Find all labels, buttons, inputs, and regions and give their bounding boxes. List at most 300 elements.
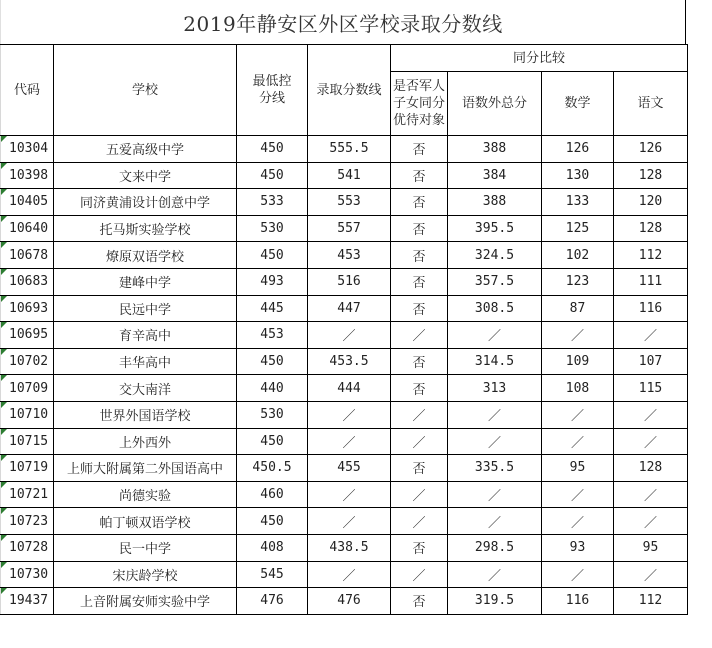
code-cell-value: 10730 (9, 566, 49, 582)
header-school[interactable]: 学校 (54, 45, 237, 136)
math-score-cell-value: 125 (565, 221, 590, 237)
table-body (1, 136, 688, 615)
code-cell[interactable] (1, 189, 54, 216)
admission-line-cell-value: 557 (337, 221, 361, 237)
school-cell-value: 世界外国语学校 (99, 409, 191, 425)
header-math[interactable]: 数学 (542, 72, 614, 136)
code-cell[interactable] (1, 428, 54, 455)
total-score-cell-value: 313 (482, 380, 507, 396)
math-score-cell-value: 116 (565, 593, 590, 609)
admission-line-cell[interactable] (308, 242, 391, 269)
math-score-cell[interactable] (542, 295, 614, 322)
military-priority-cell[interactable] (391, 162, 448, 189)
school-cell-value: 燎原双语学校 (105, 249, 184, 265)
math-score-cell[interactable] (542, 268, 614, 295)
military-priority-cell[interactable] (391, 375, 448, 402)
school-cell[interactable] (54, 428, 237, 455)
total-score-cell-value: 395.5 (474, 221, 515, 237)
code-cell[interactable] (1, 508, 54, 535)
table-row (1, 268, 688, 295)
school-cell[interactable] (54, 162, 237, 189)
min-control-line-cell[interactable] (237, 268, 308, 295)
military-priority-cell[interactable] (391, 455, 448, 482)
chinese-score-cell-value: 95 (642, 540, 659, 556)
chinese-score-cell[interactable] (614, 561, 688, 588)
code-cell-value: 10640 (9, 221, 49, 237)
admission-line-cell-value: 455 (337, 460, 361, 476)
chinese-score-cell-value: 126 (638, 141, 663, 157)
chinese-score-cell[interactable] (614, 508, 688, 535)
admission-line-cell-value: 555.5 (329, 141, 369, 157)
math-score-cell-value: ／ (570, 568, 584, 584)
school-cell-value: 文来中学 (118, 169, 171, 185)
code-cell-value: 10723 (9, 513, 49, 529)
total-score-cell[interactable] (448, 455, 542, 482)
math-score-cell[interactable] (542, 136, 614, 163)
min-control-line-cell-value: 450 (260, 354, 284, 370)
chinese-score-cell[interactable] (614, 189, 688, 216)
green-triangle-indicator-icon (1, 562, 7, 568)
admission-line-cell-value: 516 (337, 274, 361, 290)
military-priority-cell-value: ／ (412, 435, 426, 451)
chinese-score-cell-value: 128 (638, 460, 663, 476)
math-score-cell-value: 109 (565, 354, 590, 370)
table-row (1, 534, 688, 561)
admission-line-cell-value: 541 (337, 167, 361, 183)
min-control-line-cell[interactable] (237, 561, 308, 588)
title-cell[interactable] (0, 0, 686, 45)
school-cell[interactable] (54, 348, 237, 375)
admission-line-cell[interactable] (308, 189, 391, 216)
military-priority-cell-value: ／ (412, 515, 426, 531)
military-priority-cell[interactable] (391, 189, 448, 216)
header-min-control-line[interactable] (237, 45, 308, 136)
chinese-score-cell-value: ／ (644, 515, 658, 531)
code-cell-value: 10728 (9, 540, 49, 556)
military-priority-cell[interactable] (391, 242, 448, 269)
admission-line-cell[interactable] (308, 268, 391, 295)
min-control-line-cell-value: 530 (260, 221, 284, 237)
school-cell[interactable] (54, 242, 237, 269)
min-control-line-cell-value: 545 (260, 566, 284, 582)
min-control-line-cell-value: 450 (260, 167, 284, 183)
table-row (1, 375, 688, 402)
school-cell[interactable] (54, 268, 237, 295)
school-cell-value: 上音附属安师实验中学 (79, 595, 210, 611)
military-priority-cell[interactable] (391, 401, 448, 428)
admission-score-table (0, 44, 688, 615)
total-score-cell[interactable] (448, 561, 542, 588)
green-triangle-indicator-icon (1, 482, 7, 488)
military-priority-cell[interactable] (391, 136, 448, 163)
total-score-cell[interactable] (448, 242, 542, 269)
chinese-score-cell[interactable] (614, 242, 688, 269)
school-cell[interactable] (54, 375, 237, 402)
min-control-line-cell-value: 450.5 (252, 460, 292, 476)
school-cell-value: 托马斯实验学校 (99, 223, 191, 239)
min-control-line-cell[interactable] (237, 401, 308, 428)
admission-line-cell-value: 453 (337, 247, 361, 263)
admission-line-cell[interactable] (308, 295, 391, 322)
min-control-line-cell-value: 460 (260, 487, 284, 503)
table-row (1, 481, 688, 508)
min-control-line-cell[interactable] (237, 428, 308, 455)
math-score-cell-value: 108 (565, 380, 590, 396)
code-cell[interactable] (1, 481, 54, 508)
total-score-cell-value: 388 (482, 194, 507, 210)
code-cell-value: 10719 (9, 460, 49, 476)
school-cell[interactable] (54, 322, 237, 349)
military-priority-cell[interactable] (391, 215, 448, 242)
military-priority-cell-value: 否 (412, 223, 426, 239)
code-cell[interactable] (1, 268, 54, 295)
chinese-score-cell-value: 116 (638, 300, 663, 316)
header-code[interactable]: 代码 (1, 45, 54, 136)
total-score-cell[interactable] (448, 401, 542, 428)
code-cell[interactable] (1, 588, 54, 615)
military-priority-cell-value: ／ (412, 329, 426, 345)
green-triangle-indicator-icon (1, 322, 7, 328)
school-cell[interactable] (54, 401, 237, 428)
code-cell[interactable] (1, 322, 54, 349)
math-score-cell[interactable] (542, 428, 614, 455)
total-score-cell[interactable] (448, 428, 542, 455)
math-score-cell-value: 123 (565, 274, 590, 290)
admission-line-cell[interactable] (308, 215, 391, 242)
school-cell[interactable] (54, 136, 237, 163)
code-cell[interactable] (1, 162, 54, 189)
min-control-line-cell-value: 476 (260, 593, 284, 609)
green-triangle-indicator-icon (1, 349, 7, 355)
military-priority-cell[interactable] (391, 322, 448, 349)
admission-line-cell-value: ／ (342, 568, 356, 584)
chinese-score-cell[interactable] (614, 268, 688, 295)
min-control-line-cell[interactable] (237, 162, 308, 189)
admission-line-cell[interactable] (308, 534, 391, 561)
school-cell[interactable] (54, 295, 237, 322)
school-cell-value: 交大南洋 (118, 382, 171, 398)
school-cell[interactable] (54, 189, 237, 216)
admission-line-cell-value: ／ (342, 489, 356, 505)
military-priority-cell[interactable] (391, 348, 448, 375)
green-triangle-indicator-icon (1, 535, 7, 541)
total-score-cell[interactable] (448, 162, 542, 189)
total-score-cell-value: ／ (487, 329, 501, 345)
green-triangle-indicator-icon (1, 296, 7, 302)
code-cell[interactable] (1, 215, 54, 242)
header-military-priority[interactable] (391, 72, 448, 136)
chinese-score-cell[interactable] (614, 588, 688, 615)
total-score-cell-value: 319.5 (474, 593, 515, 609)
admission-line-cell-value: ／ (342, 409, 356, 425)
total-score-cell[interactable] (448, 508, 542, 535)
chinese-score-cell-value: 128 (638, 167, 663, 183)
admission-line-cell[interactable] (308, 348, 391, 375)
total-score-cell[interactable] (448, 481, 542, 508)
total-score-cell[interactable] (448, 215, 542, 242)
code-cell[interactable] (1, 348, 54, 375)
chinese-score-cell[interactable] (614, 375, 688, 402)
green-triangle-indicator-icon (1, 455, 7, 461)
military-priority-cell[interactable] (391, 428, 448, 455)
math-score-cell[interactable] (542, 401, 614, 428)
math-score-cell-value: 130 (565, 167, 590, 183)
code-cell-value: 10678 (9, 247, 49, 263)
chinese-score-cell[interactable] (614, 481, 688, 508)
school-cell-value: 育辛高中 (118, 329, 171, 345)
math-score-cell-value: ／ (570, 329, 584, 345)
math-score-cell[interactable] (542, 375, 614, 402)
code-cell[interactable] (1, 455, 54, 482)
admission-line-cell[interactable] (308, 375, 391, 402)
school-cell-value: 同济黄浦设计创意中学 (79, 196, 210, 212)
total-score-cell-value: ／ (487, 568, 501, 584)
math-score-cell[interactable] (542, 215, 614, 242)
total-score-cell[interactable] (448, 534, 542, 561)
min-control-line-cell[interactable] (237, 348, 308, 375)
admission-line-cell-value: ／ (342, 435, 356, 451)
school-cell-value: 丰华高中 (118, 356, 171, 372)
code-cell-value: 10709 (9, 380, 49, 396)
green-triangle-indicator-icon (1, 269, 7, 275)
green-triangle-indicator-icon (1, 375, 7, 381)
min-control-line-cell-value: 453 (260, 327, 284, 343)
green-triangle-indicator-icon (1, 163, 7, 169)
chinese-score-cell[interactable] (614, 348, 688, 375)
total-score-cell[interactable] (448, 588, 542, 615)
admission-line-cell[interactable] (308, 428, 391, 455)
total-score-cell-value: ／ (487, 409, 501, 425)
school-cell[interactable] (54, 534, 237, 561)
school-cell-value: 五爱高级中学 (105, 143, 184, 159)
chinese-score-cell-value: ／ (644, 489, 658, 505)
math-score-cell[interactable] (542, 189, 614, 216)
chinese-score-cell[interactable] (614, 455, 688, 482)
total-score-cell[interactable] (448, 136, 542, 163)
admission-line-cell[interactable] (308, 136, 391, 163)
total-score-cell-value: 357.5 (474, 274, 515, 290)
green-triangle-indicator-icon (1, 189, 7, 195)
total-score-cell[interactable] (448, 295, 542, 322)
table-row (1, 348, 688, 375)
min-control-line-cell[interactable] (237, 375, 308, 402)
military-priority-cell[interactable] (391, 534, 448, 561)
chinese-score-cell[interactable] (614, 162, 688, 189)
table-row (1, 322, 688, 349)
math-score-cell-value: 93 (569, 540, 586, 556)
table-row (1, 295, 688, 322)
school-cell-value: 民一中学 (118, 542, 171, 558)
math-score-cell-value: 95 (569, 460, 586, 476)
chinese-score-cell[interactable] (614, 295, 688, 322)
min-control-line-cell[interactable] (237, 534, 308, 561)
chinese-score-cell[interactable] (614, 136, 688, 163)
math-score-cell[interactable] (542, 162, 614, 189)
school-cell-value: 建峰中学 (118, 276, 171, 292)
military-priority-cell[interactable] (391, 561, 448, 588)
min-control-line-cell-value: 533 (260, 194, 284, 210)
table-row (1, 215, 688, 242)
math-score-cell[interactable] (542, 242, 614, 269)
math-score-cell[interactable] (542, 534, 614, 561)
chinese-score-cell-value: 120 (638, 194, 663, 210)
code-cell-value: 10683 (9, 274, 49, 290)
total-score-cell[interactable] (448, 189, 542, 216)
total-score-cell-value: 324.5 (474, 247, 515, 263)
admission-line-cell[interactable] (308, 508, 391, 535)
math-score-cell-value: 126 (565, 141, 590, 157)
min-control-line-cell[interactable] (237, 295, 308, 322)
math-score-cell-value: ／ (570, 435, 584, 451)
math-score-cell[interactable] (542, 481, 614, 508)
min-control-line-cell-value: 493 (260, 274, 284, 290)
min-control-line-cell[interactable] (237, 455, 308, 482)
admission-line-cell[interactable] (308, 162, 391, 189)
min-control-line-cell-value: 445 (260, 300, 284, 316)
military-priority-cell[interactable] (391, 508, 448, 535)
military-priority-cell-value: 否 (412, 542, 426, 558)
admission-line-cell-value: 553 (337, 194, 361, 210)
admission-line-cell[interactable] (308, 588, 391, 615)
math-score-cell[interactable] (542, 588, 614, 615)
admission-line-cell-value: 447 (337, 300, 361, 316)
military-priority-cell[interactable] (391, 481, 448, 508)
school-cell[interactable] (54, 215, 237, 242)
total-score-cell-value: 335.5 (474, 460, 515, 476)
code-cell-value: 10304 (9, 141, 49, 157)
admission-line-cell[interactable] (308, 401, 391, 428)
school-cell-value: 上外西外 (118, 435, 171, 451)
school-cell[interactable] (54, 481, 237, 508)
admission-line-cell-value: 476 (337, 593, 361, 609)
header-total[interactable]: 语数外总分 (448, 72, 542, 136)
school-cell-value: 帕丁顿双语学校 (99, 515, 191, 531)
military-priority-cell[interactable] (391, 588, 448, 615)
code-cell[interactable] (1, 534, 54, 561)
military-priority-cell[interactable] (391, 268, 448, 295)
school-cell[interactable] (54, 455, 237, 482)
admission-line-cell[interactable] (308, 481, 391, 508)
min-control-line-cell[interactable] (237, 136, 308, 163)
chinese-score-cell-value: 128 (638, 221, 663, 237)
header-military-priority-label: 是否军人子女同分优待对象 (392, 79, 445, 128)
min-control-line-cell-value: 408 (260, 540, 284, 556)
min-control-line-cell[interactable] (237, 508, 308, 535)
green-triangle-indicator-icon (1, 429, 7, 435)
header-admission-line[interactable]: 录取分数线 (308, 45, 391, 136)
military-priority-cell-value: ／ (412, 409, 426, 425)
table-row (1, 508, 688, 535)
military-priority-cell-value: 否 (412, 595, 426, 611)
table-row (1, 428, 688, 455)
green-triangle-indicator-icon (1, 242, 7, 248)
code-cell-value: 10710 (9, 407, 49, 423)
total-score-cell-value: 388 (482, 141, 507, 157)
chinese-score-cell[interactable] (614, 322, 688, 349)
min-control-line-cell[interactable] (237, 242, 308, 269)
code-cell[interactable] (1, 242, 54, 269)
military-priority-cell-value: 否 (412, 196, 426, 212)
admission-line-cell-value: ／ (342, 515, 356, 531)
table-row (1, 455, 688, 482)
total-score-cell-value: 298.5 (474, 540, 515, 556)
table-row (1, 136, 688, 163)
military-priority-cell-value: 否 (412, 302, 426, 318)
code-cell[interactable] (1, 295, 54, 322)
total-score-cell[interactable] (448, 322, 542, 349)
military-priority-cell-value: ／ (412, 489, 426, 505)
math-score-cell[interactable] (542, 455, 614, 482)
min-control-line-cell[interactable] (237, 322, 308, 349)
math-score-cell[interactable] (542, 508, 614, 535)
header-same-score-group[interactable]: 同分比较 (391, 45, 688, 72)
code-cell[interactable] (1, 561, 54, 588)
chinese-score-cell[interactable] (614, 428, 688, 455)
school-cell[interactable] (54, 561, 237, 588)
admission-line-cell[interactable] (308, 455, 391, 482)
code-cell[interactable] (1, 136, 54, 163)
military-priority-cell-value: 否 (412, 382, 426, 398)
math-score-cell-value: ／ (570, 409, 584, 425)
chinese-score-cell[interactable] (614, 534, 688, 561)
green-triangle-indicator-icon (1, 588, 7, 594)
chinese-score-cell-value: ／ (644, 409, 658, 425)
math-score-cell-value: ／ (570, 515, 584, 531)
min-control-line-cell[interactable] (237, 189, 308, 216)
min-control-line-cell-value: 530 (260, 407, 284, 423)
total-score-cell-value: 314.5 (474, 354, 515, 370)
admission-line-cell-value: 444 (337, 380, 361, 396)
math-score-cell[interactable] (542, 561, 614, 588)
total-score-cell[interactable] (448, 348, 542, 375)
math-score-cell[interactable] (542, 348, 614, 375)
code-cell-value: 10398 (9, 167, 49, 183)
math-score-cell[interactable] (542, 322, 614, 349)
school-cell-value: 民远中学 (118, 302, 171, 318)
min-control-line-cell-value: 450 (260, 247, 284, 263)
school-cell[interactable] (54, 508, 237, 535)
code-cell[interactable] (1, 401, 54, 428)
school-cell[interactable] (54, 588, 237, 615)
military-priority-cell-value: 否 (412, 356, 426, 372)
chinese-score-cell-value: 115 (638, 380, 663, 396)
green-triangle-indicator-icon (1, 508, 7, 514)
admission-line-cell[interactable] (308, 322, 391, 349)
code-cell-value: 19437 (9, 593, 49, 609)
table-row (1, 162, 688, 189)
chinese-score-cell-value: ／ (644, 568, 658, 584)
min-control-line-cell[interactable] (237, 481, 308, 508)
military-priority-cell-value: 否 (412, 276, 426, 292)
code-cell[interactable] (1, 375, 54, 402)
total-score-cell-value: 384 (482, 167, 507, 183)
header-min-control-line-label: 最低控分线 (252, 74, 292, 106)
chinese-score-cell[interactable] (614, 401, 688, 428)
admission-line-cell[interactable] (308, 561, 391, 588)
military-priority-cell[interactable] (391, 295, 448, 322)
total-score-cell[interactable] (448, 268, 542, 295)
chinese-score-cell[interactable] (614, 215, 688, 242)
total-score-cell[interactable] (448, 375, 542, 402)
min-control-line-cell[interactable] (237, 215, 308, 242)
min-control-line-cell-value: 440 (260, 380, 284, 396)
header-chinese[interactable]: 语文 (614, 72, 688, 136)
table-row (1, 561, 688, 588)
military-priority-cell-value: 否 (412, 169, 426, 185)
total-score-cell-value: ／ (487, 435, 501, 451)
military-priority-cell-value: 否 (412, 462, 426, 478)
min-control-line-cell[interactable] (237, 588, 308, 615)
